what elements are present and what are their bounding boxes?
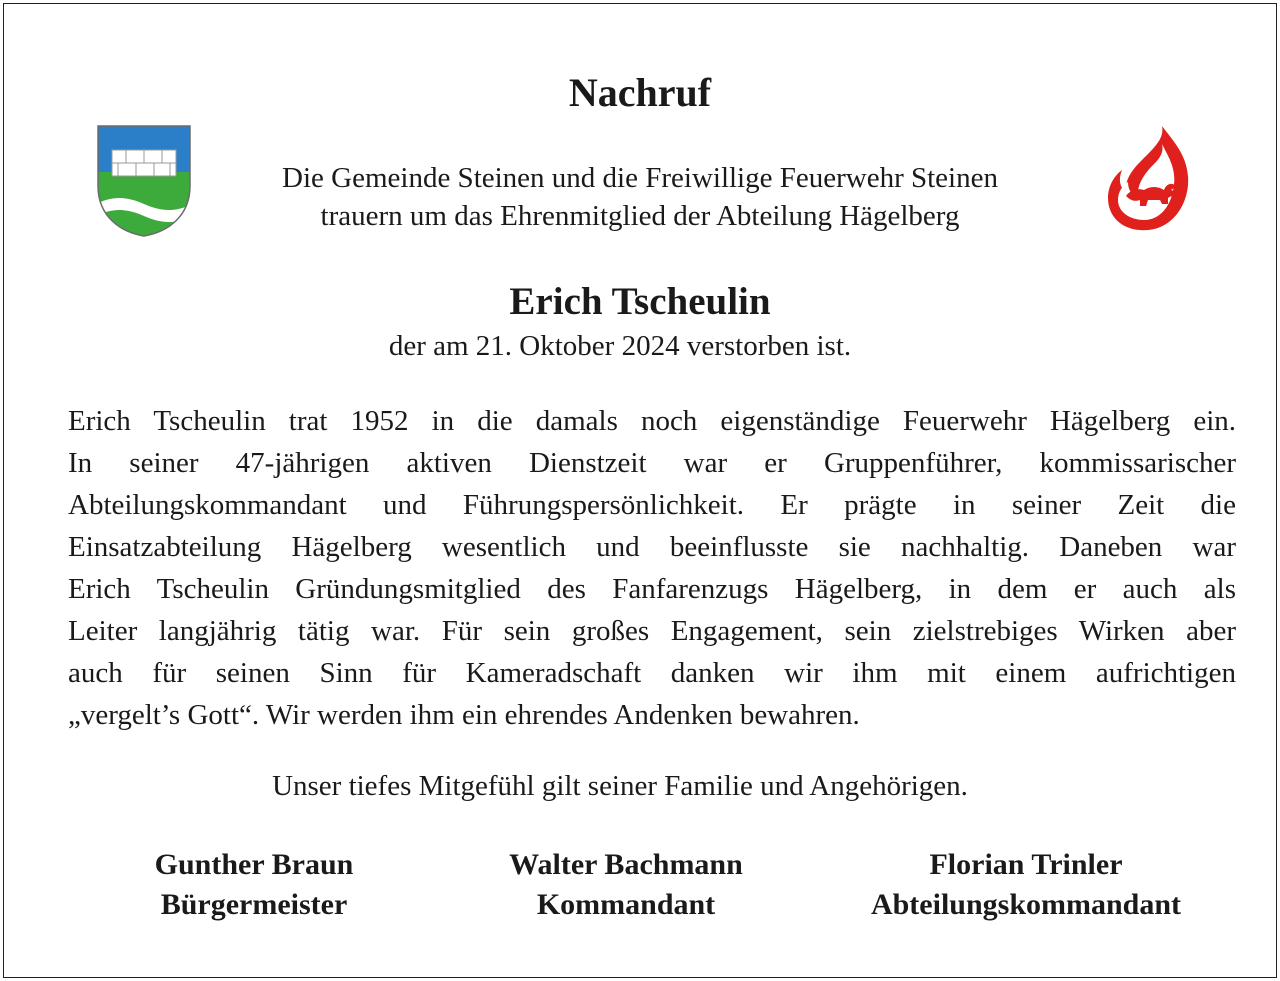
signatory-mayor <box>104 845 404 925</box>
intro-line: Die Gemeinde Steinen und die Freiwillige Feuerwehr Steinen <box>282 162 998 194</box>
notice-title: Nachruf <box>568 70 712 115</box>
signatory-name: Florian Trinler <box>929 848 1123 881</box>
deceased-name: Erich Tscheulin <box>509 280 771 323</box>
signatory-role: Kommandant <box>536 888 716 921</box>
body-line: „vergelt’s Gott“. Wir werden ihm ein ehrendes Andenken bewahren. <box>68 699 860 731</box>
obituary-body <box>68 400 1236 736</box>
signatory-name: Gunther Braun <box>154 848 354 881</box>
body-line: In seiner 47-jährigen aktiven Dienstzeit war er Gruppenführer, kommissarischer <box>68 447 1236 479</box>
body-line: Leiter langjährig tätig war. Für sein großes Engagement, sein zielstrebiges Wirken aber <box>68 615 1236 647</box>
signatory-role: Abteilungskommandant <box>870 888 1182 921</box>
signatory-section-commander <box>826 845 1226 925</box>
date-of-death: der am 21. Oktober 2024 verstorben ist. <box>388 330 852 362</box>
condolence-text: Unser tiefes Mitgefühl gilt seiner Familie und Angehörigen. <box>272 770 968 802</box>
intro-line: trauern um das Ehrenmitglied der Abteilung Hägelberg <box>320 200 960 232</box>
body-line: Erich Tscheulin trat 1952 in die damals noch eigenständige Feuerwehr Hägelberg ein. <box>68 405 1236 437</box>
body-line: Erich Tscheulin Gründungsmitglied des Fanfarenzugs Hägelberg, in dem er auch als <box>68 573 1236 605</box>
signatory-name: Walter Bachmann <box>509 848 743 881</box>
intro-text <box>200 159 1080 235</box>
fire-brigade-flame-lion-icon <box>1104 124 1196 232</box>
signatory-commander <box>476 845 776 925</box>
municipal-coat-of-arms-icon <box>96 124 192 238</box>
body-line: auch für seinen Sinn für Kameradschaft danken wir ihm mit einem aufrichtigen <box>68 657 1236 689</box>
body-line: Einsatzabteilung Hägelberg wesentlich und beeinflusste sie nachhaltig. Daneben war <box>68 531 1236 563</box>
signatory-role: Bürgermeister <box>160 888 348 921</box>
body-line: Abteilungskommandant und Führungspersönlichkeit. Er prägte in seiner Zeit die <box>68 489 1236 521</box>
